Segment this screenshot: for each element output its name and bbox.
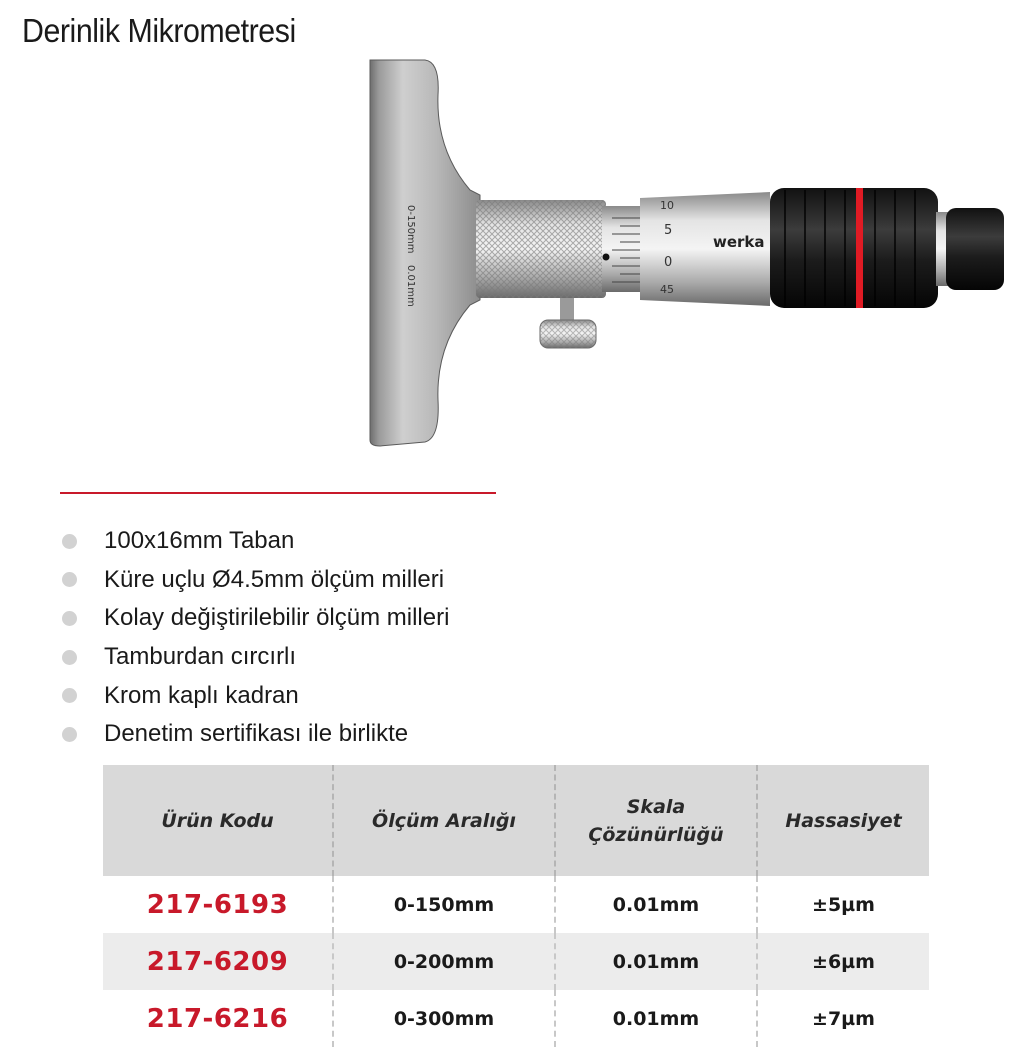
feature-text: Tamburdan cırcırlı — [104, 643, 297, 671]
ratchet-cap — [946, 208, 1004, 290]
feature-item — [62, 676, 449, 715]
header-accuracy: Hassasiyet — [757, 765, 929, 876]
accuracy: ±7µm — [757, 990, 929, 1047]
thimble-mark-5: 5 — [664, 223, 673, 238]
table-row — [103, 876, 929, 933]
header-product-code: Ürün Kodu — [103, 765, 333, 876]
red-ring — [856, 188, 863, 308]
feature-text: Kolay değiştirilebilir ölçüm milleri — [104, 604, 450, 632]
page-title: Derinlik Mikrometresi — [22, 12, 296, 49]
bullet-icon — [62, 650, 77, 665]
resolution: 0.01mm — [555, 933, 757, 990]
brand-logo: werka — [713, 233, 765, 251]
bullet-icon — [62, 727, 77, 742]
product-code: 217-6216 — [146, 1003, 289, 1034]
thimble-mark-45: 45 — [660, 283, 674, 296]
ratchet-grip — [770, 188, 938, 308]
header-skala-line1: Skala — [626, 795, 686, 818]
section-divider — [60, 492, 496, 494]
header-measuring-range: Ölçüm Aralığı — [333, 765, 555, 876]
feature-text: 100x16mm Taban — [104, 527, 295, 555]
feature-text: Krom kaplı kadran — [104, 681, 299, 709]
feature-item — [62, 522, 449, 561]
thimble-mark-0: 0 — [664, 255, 673, 270]
bullet-icon — [62, 688, 77, 703]
resolution: 0.01mm — [555, 876, 757, 933]
feature-item — [62, 561, 449, 600]
feature-text: Denetim sertifikası ile birlikte — [104, 720, 409, 748]
header-skala-line2: Çözünürlüğü — [588, 823, 724, 846]
measuring-range: 0-300mm — [333, 990, 555, 1047]
accuracy: ±5µm — [757, 876, 929, 933]
table-row — [103, 933, 929, 990]
measuring-range: 0-200mm — [333, 933, 555, 990]
base-plate — [370, 60, 480, 446]
feature-item — [62, 638, 449, 677]
bullet-icon — [62, 611, 77, 626]
thimble-mark-10: 10 — [660, 199, 674, 212]
resolution: 0.01mm — [555, 990, 757, 1047]
feature-text: Küre uçlu Ø4.5mm ölçüm milleri — [104, 565, 445, 593]
feature-item — [62, 715, 449, 754]
table-header-row — [103, 765, 929, 876]
measuring-range: 0-150mm — [333, 876, 555, 933]
header-scale-resolution — [555, 765, 757, 876]
product-code: 217-6209 — [103, 933, 333, 990]
accuracy: ±6µm — [757, 933, 929, 990]
spec-table — [103, 765, 929, 1047]
base-marking-range: 0-150mm — [405, 205, 416, 254]
bullet-icon — [62, 572, 77, 587]
table-row — [103, 990, 929, 1047]
bullet-icon — [62, 534, 77, 549]
depth-micrometer-image — [360, 55, 1010, 455]
base-marking-resolution: 0.01mm — [405, 265, 416, 307]
product-code: 217-6193 — [146, 889, 289, 920]
feature-item — [62, 599, 449, 638]
feature-list — [62, 522, 449, 754]
